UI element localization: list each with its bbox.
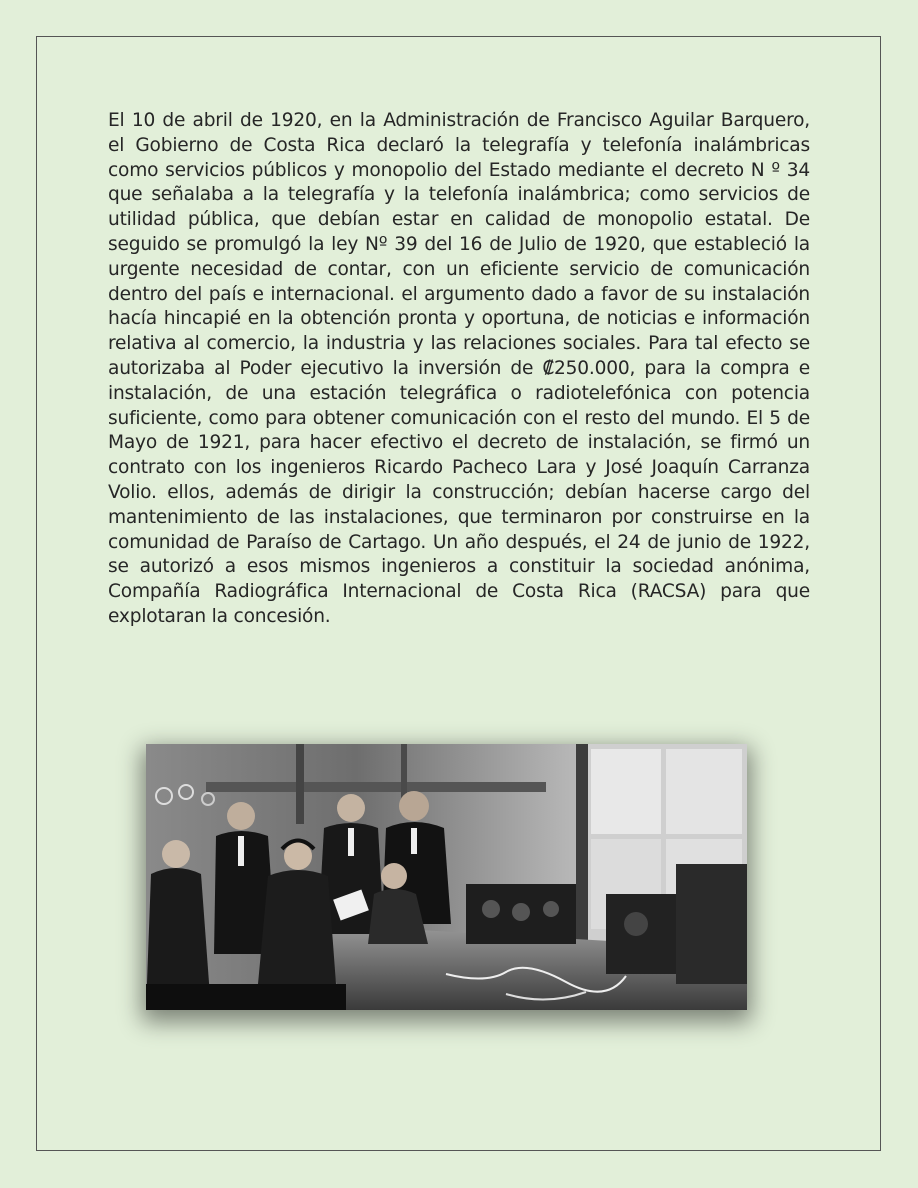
body-paragraph: El 10 de abril de 1920, en la Administración de Francisco Aguilar Barquero, el Gobierno de Costa Rica declaró la telegrafía y telefonía inalámbricas como servicios públicos y monopolio del Estado mediante el decreto N º 34 que señalaba a la telegrafía y la telefonía inalámbrica; como servicios de utilidad pública, que debían estar en calidad de monopolio estatal. De seguido se promulgó la ley Nº 39 del 16 de Julio de 1920, que estableció la urgente necesidad de contar, con un eficiente servicio de comunicación dentro del país e internacional. el argumento dado a favor de su instalación hacía hincapié en la obtención pronta y oportuna, de noticias e información relativa al comercio, la industria y las relaciones sociales. Para tal efecto se autorizaba al Poder ejecutivo la inversión de ₡250.000, para la compra e instalación, de una estación telegráfica o radiotelefónica con potencia suficiente, como para obtener comunicación con el resto del mundo. El 5 de Mayo de 1921, para hacer efectivo el decreto de instalación, se firmó un contrato con los ingenieros Ricardo Pacheco Lara y José Joaquín Carranza Volio. ellos, además de dirigir la construcción; debían hacerse cargo del mantenimiento de las instalaciones, que terminaron por construirse en la comunidad de Paraíso de Cartago. Un año después, el 24 de junio de 1922, se autorizó a esos mismos ingenieros a constituir la sociedad anónima, Compañía Radiográfica Internacional de Costa Rica (RACSA) para que explotaran la concesión. (108, 110, 810, 627)
historical-photo (146, 744, 747, 1010)
